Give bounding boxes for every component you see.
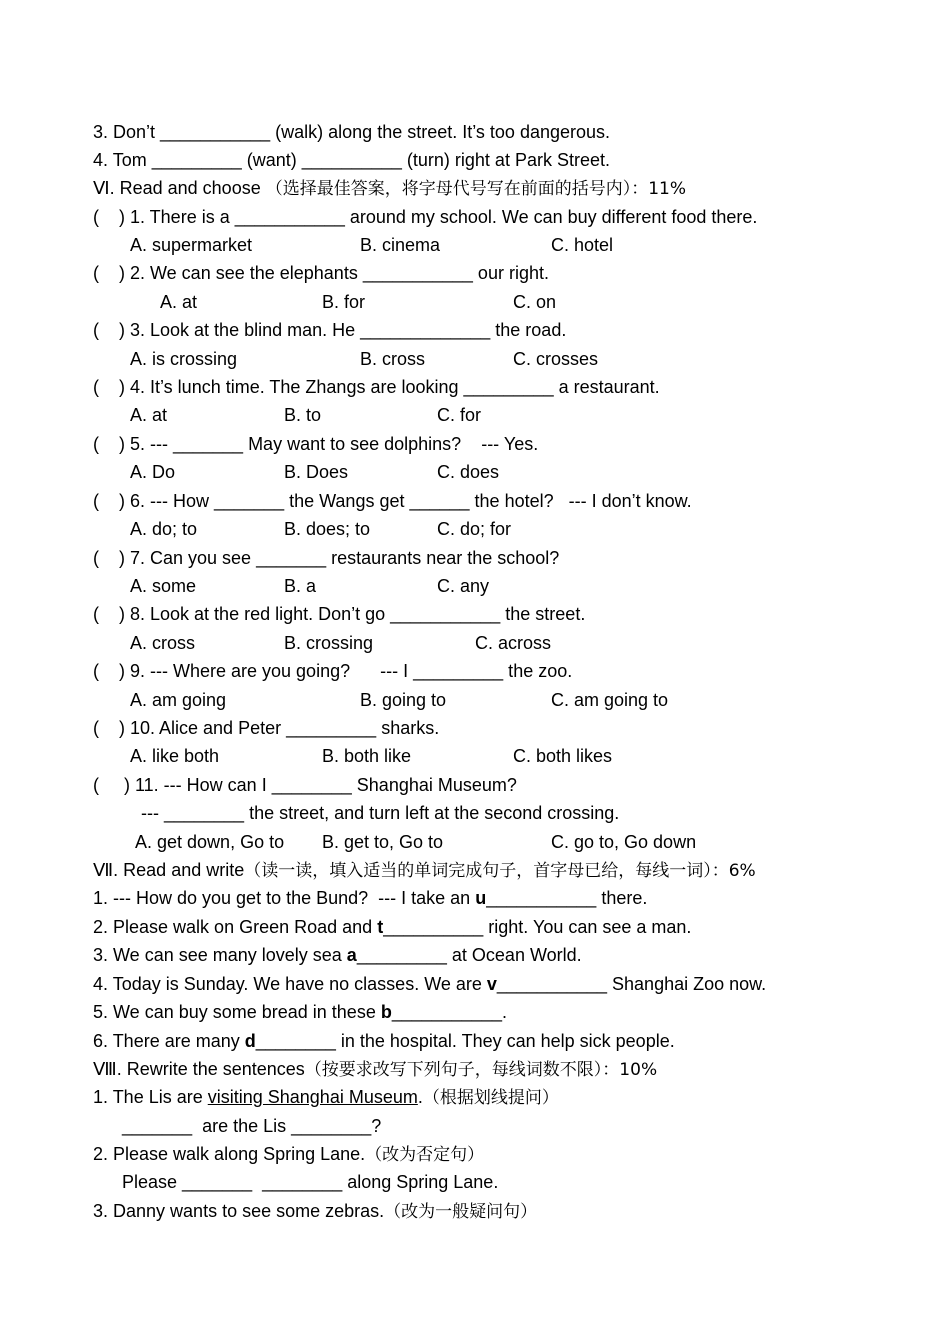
mc-question-6: ( ) 6. --- How _______ the Wangs get ______ the hotel? --- I don’t know. bbox=[93, 491, 692, 511]
mc-question-9: ( ) 9. --- Where are you going? --- I _________ the zoo. bbox=[93, 661, 573, 681]
mc-question-8: ( ) 8. Look at the red light. Don’t go ___________ the street. bbox=[93, 604, 586, 624]
mc-2-option-c: C. on bbox=[513, 292, 557, 312]
rewrite-question-3 bbox=[93, 1201, 537, 1222]
section-8-heading bbox=[93, 1059, 657, 1080]
mc-1-option-b: B. cinema bbox=[360, 235, 441, 255]
section-6-title: Ⅵ. Read and choose bbox=[93, 178, 266, 198]
mc-6-option-c: C. do; for bbox=[437, 519, 512, 539]
fill-item-6-letter: d bbox=[244, 1031, 256, 1051]
fill-item-6-text: 6. There are many bbox=[93, 1031, 245, 1051]
mc-question-10: ( ) 10. Alice and Peter _________ sharks. bbox=[93, 718, 440, 738]
mc-6-option-b: B. does; to bbox=[284, 519, 371, 539]
section-8-instruction: （按要求改写下列句子，每线词数不限）：10% bbox=[304, 1060, 658, 1080]
fill-item-2-blank: __________ right. You can see a man. bbox=[383, 917, 692, 937]
mc-10-option-b: B. both like bbox=[322, 746, 412, 766]
mc-question-5: ( ) 5. --- _______ May want to see dolphins? --- Yes. bbox=[93, 434, 539, 454]
section-6-heading bbox=[93, 178, 686, 199]
fill-item-3-letter: a bbox=[346, 945, 357, 965]
mc-2-option-a: A. at bbox=[160, 292, 198, 312]
fill-item-4-text: 4. Today is Sunday. We have no classes. We are bbox=[93, 974, 487, 994]
mc-3-option-a: A. is crossing bbox=[130, 349, 238, 369]
mc-9-option-a: A. am going bbox=[130, 690, 227, 710]
fill-item-1-blank: ___________ there. bbox=[486, 888, 648, 908]
mc-9-option-c: C. am going to bbox=[551, 690, 669, 710]
rewrite-3-text: 3. Danny wants to see some zebras. bbox=[93, 1201, 385, 1221]
fill-item-4 bbox=[93, 974, 766, 994]
mc-5-option-a: A. Do bbox=[130, 462, 176, 482]
rewrite-1-text: 1. The Lis are bbox=[93, 1087, 208, 1107]
mc-6-option-a: A. do; to bbox=[130, 519, 198, 539]
mc-7-option-b: B. a bbox=[284, 576, 317, 596]
fill-item-6 bbox=[93, 1031, 675, 1051]
mc-question-7: ( ) 7. Can you see _______ restaurants near the school? bbox=[93, 548, 560, 568]
mc-4-option-a: A. at bbox=[130, 405, 168, 425]
rewrite-2-text: 2. Please walk along Spring Lane. bbox=[93, 1144, 366, 1164]
mc-question-3: ( ) 3. Look at the blind man. He _____________ the road. bbox=[93, 320, 567, 340]
mc-question-1: ( ) 1. There is a ___________ around my school. We can buy different food there. bbox=[93, 207, 758, 227]
mc-3-option-c: C. crosses bbox=[513, 349, 599, 369]
fill-item-3-text: 3. We can see many lovely sea bbox=[93, 945, 347, 965]
mc-11-option-a: A. get down, Go to bbox=[135, 832, 285, 852]
mc-11-option-b: B. get to, Go to bbox=[322, 832, 444, 852]
mc-9-option-b: B. going to bbox=[360, 690, 447, 710]
mc-8-option-c: C. across bbox=[475, 633, 552, 653]
fill-item-1 bbox=[93, 888, 647, 908]
fill-item-5-text: 5. We can buy some bread in these bbox=[93, 1002, 381, 1022]
rewrite-1-answer: _______ are the Lis ________? bbox=[122, 1116, 382, 1136]
mc-4-option-b: B. to bbox=[284, 405, 322, 425]
fill-item-5 bbox=[93, 1002, 507, 1022]
fill-item-4-letter: v bbox=[486, 974, 497, 994]
rewrite-2-note: （改为否定句） bbox=[365, 1145, 485, 1165]
fill-item-2-letter: t bbox=[377, 917, 384, 937]
fill-item-3 bbox=[93, 945, 582, 965]
rewrite-3-note: （改为一般疑问句） bbox=[384, 1202, 538, 1222]
mc-11-option-c: C. go to, Go down bbox=[551, 832, 697, 852]
mc-8-option-a: A. cross bbox=[130, 633, 196, 653]
mc-3-option-b: B. cross bbox=[360, 349, 426, 369]
mc-5-option-c: C. does bbox=[437, 462, 500, 482]
rewrite-1-underlined: visiting Shanghai Museum bbox=[207, 1087, 418, 1107]
mc-10-option-a: A. like both bbox=[130, 746, 220, 766]
fill-item-5-letter: b bbox=[380, 1002, 392, 1022]
question-5-3: 3. Don’t ___________ (walk) along the street. It’s too dangerous. bbox=[93, 122, 611, 142]
mc-1-option-c: C. hotel bbox=[551, 235, 614, 255]
mc-10-option-c: C. both likes bbox=[513, 746, 613, 766]
fill-item-3-blank: _________ at Ocean World. bbox=[356, 945, 582, 965]
mc-question-11: ( ) 11. --- How can I ________ Shanghai Museum? bbox=[93, 775, 517, 795]
section-6-instruction: （选择最佳答案，将字母代号写在前面的括号内）：11% bbox=[265, 179, 687, 199]
rewrite-1-note: （根据划线提问） bbox=[422, 1088, 559, 1108]
mc-1-option-a: A. supermarket bbox=[130, 235, 253, 255]
fill-item-6-blank: ________ in the hospital. They can help sick people. bbox=[255, 1031, 675, 1051]
section-7-title: Ⅶ. Read and write bbox=[93, 860, 245, 880]
question-5-4: 4. Tom _________ (want) __________ (turn) right at Park Street. bbox=[93, 150, 610, 170]
mc-question-4: ( ) 4. It’s lunch time. The Zhangs are looking _________ a restaurant. bbox=[93, 377, 660, 397]
mc-2-option-b: B. for bbox=[322, 292, 366, 312]
fill-item-1-letter: u bbox=[475, 888, 487, 908]
section-7-instruction: （读一读，填入适当的单词完成句子，首字母已给，每线一词）：6% bbox=[244, 861, 756, 881]
mc-7-option-a: A. some bbox=[130, 576, 197, 596]
rewrite-2-answer: Please _______ ________ along Spring Lane. bbox=[122, 1172, 499, 1192]
section-7-heading bbox=[93, 860, 756, 881]
mc-7-option-c: C. any bbox=[437, 576, 490, 596]
fill-item-1-text: 1. --- How do you get to the Bund? --- I take an bbox=[93, 888, 476, 908]
section-8-title: Ⅷ. Rewrite the sentences bbox=[93, 1059, 305, 1079]
mc-5-option-b: B. Does bbox=[284, 462, 349, 482]
rewrite-1-period: . bbox=[417, 1087, 423, 1107]
rewrite-question-1 bbox=[93, 1087, 559, 1108]
fill-item-5-blank: ___________. bbox=[391, 1002, 507, 1022]
mc-question-11-reply: --- ________ the street, and turn left at the second crossing. bbox=[141, 803, 620, 823]
fill-item-2-text: 2. Please walk on Green Road and bbox=[93, 917, 378, 937]
rewrite-question-2 bbox=[93, 1144, 484, 1165]
mc-8-option-b: B. crossing bbox=[284, 633, 374, 653]
mc-4-option-c: C. for bbox=[437, 405, 482, 425]
mc-question-2: ( ) 2. We can see the elephants ___________ our right. bbox=[93, 263, 549, 283]
fill-item-4-blank: ___________ Shanghai Zoo now. bbox=[496, 974, 767, 994]
fill-item-2 bbox=[93, 917, 691, 937]
